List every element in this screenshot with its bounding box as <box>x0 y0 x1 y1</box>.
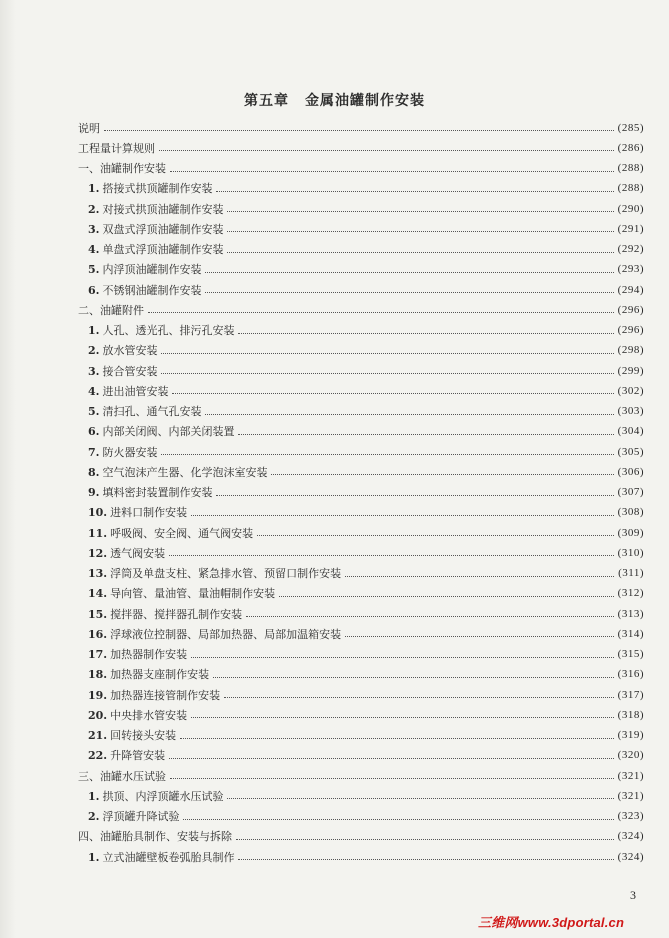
toc-entry-text: 浮顶罐升降试验 <box>102 810 180 824</box>
toc-entry-page: (290) <box>617 202 644 215</box>
toc-entry-text: 防火器安装 <box>102 445 158 459</box>
dot-leader <box>227 210 613 212</box>
toc-entry-label <box>78 224 227 235</box>
toc-entry-text: 填料密封装置制作安装 <box>102 486 213 500</box>
toc-entry-number: 10. <box>88 506 108 520</box>
toc-entry-page: (316) <box>617 668 644 681</box>
toc-entry[interactable] <box>78 766 644 786</box>
toc-entry-text: 双盘式浮顶油罐制作安装 <box>102 222 224 236</box>
toc-entry[interactable] <box>78 240 644 260</box>
dot-leader <box>345 635 614 637</box>
toc-entry[interactable] <box>78 300 644 320</box>
toc-entry-text: 回转接头安装 <box>110 729 177 743</box>
toc-entry-label <box>78 244 227 255</box>
dot-leader <box>205 291 613 293</box>
toc-entry-text: 对接式拱顶油罐制作安装 <box>102 202 224 216</box>
toc-entry-text: 内浮顶油罐制作安装 <box>102 263 202 277</box>
toc-entry-label <box>78 345 161 356</box>
toc-entry-label <box>78 264 205 275</box>
toc-entry-label <box>78 507 191 518</box>
toc-entry-label <box>78 609 246 620</box>
toc-entry-page: (313) <box>617 607 644 620</box>
toc-entry-page: (321) <box>617 769 644 782</box>
toc-entry-label <box>78 649 191 660</box>
toc-entry[interactable] <box>78 624 644 644</box>
toc-entry-text: 浮球液位控制器、局部加热器、局部加温箱安装 <box>110 627 342 641</box>
toc-entry-number: 12. <box>88 546 108 560</box>
toc-entry-page: (319) <box>617 729 644 742</box>
toc-entry-text: 内部关闭阀、内部关闭装置 <box>102 425 235 439</box>
toc-entry-text: 空气泡沫产生器、化学泡沫室安装 <box>102 465 268 479</box>
toc-entry-page: (288) <box>617 162 644 175</box>
toc-entry-label <box>78 750 169 761</box>
toc-entry-label <box>78 285 205 296</box>
toc-entry-number: 5. <box>88 405 100 419</box>
toc-entry-number: 22. <box>88 749 108 763</box>
toc-entry-number: 14. <box>88 587 108 601</box>
toc-entry-text: 中央排水管安装 <box>110 708 188 722</box>
toc-entry-text: 放水管安装 <box>102 344 158 358</box>
toc-entry-text: 接合管安装 <box>102 364 158 378</box>
toc-entry-number: 1. <box>88 324 100 338</box>
toc-entry-page: (309) <box>617 526 644 539</box>
toc-entry-label <box>78 366 161 377</box>
dot-leader <box>227 251 613 253</box>
toc-entry-number: 4. <box>88 384 100 398</box>
toc-entry-page: (324) <box>617 850 644 863</box>
toc-entry-label <box>78 771 170 782</box>
toc-entry-page: (314) <box>617 627 644 640</box>
toc-entry-number: 6. <box>88 283 100 297</box>
chapter-heading <box>0 90 669 110</box>
toc-entry[interactable] <box>78 179 644 199</box>
dot-leader <box>191 716 614 718</box>
toc-entry[interactable] <box>78 604 644 624</box>
dot-leader <box>183 818 613 820</box>
toc-entry-text: 二、油罐附件 <box>78 303 144 317</box>
toc-entry-label <box>78 831 236 842</box>
toc-entry-number: 1. <box>88 789 100 803</box>
dot-leader <box>161 352 613 354</box>
toc-entry-text: 不锈钢油罐制作安装 <box>102 283 202 297</box>
toc-entry-label <box>78 791 227 802</box>
toc-entry-text: 工程量计算规则 <box>78 141 155 155</box>
toc-entry[interactable] <box>78 462 644 482</box>
toc-entry-number: 8. <box>88 465 100 479</box>
toc-entry-text: 三、油罐水压试验 <box>78 769 166 783</box>
toc-entry[interactable] <box>78 584 644 604</box>
toc-entry-label <box>78 163 170 174</box>
page-binding-edge <box>0 0 16 938</box>
toc-entry-label <box>78 123 104 134</box>
dot-leader <box>238 858 613 860</box>
toc-entry-label <box>78 568 345 579</box>
toc-entry-page: (310) <box>617 546 644 559</box>
toc-entry-number: 1. <box>88 850 100 864</box>
toc-entry-label <box>78 406 205 417</box>
toc-entry-text: 加热器支座制作安装 <box>110 668 210 682</box>
toc-entry-page: (306) <box>617 465 644 478</box>
toc-entry-number: 2. <box>88 810 100 824</box>
toc-entry-label <box>78 528 257 539</box>
toc-entry-text: 搭接式拱顶罐制作安装 <box>102 182 213 196</box>
toc-entry-page: (294) <box>617 283 644 296</box>
toc-entry-number: 6. <box>88 425 100 439</box>
toc-entry-text: 加热器连接管制作安装 <box>110 688 221 702</box>
toc-entry-page: (317) <box>617 688 644 701</box>
toc-entry[interactable] <box>78 564 644 584</box>
toc-entry-label <box>78 669 213 680</box>
dot-leader <box>191 656 614 658</box>
toc-entry-page: (291) <box>617 222 644 235</box>
dot-leader <box>161 453 613 455</box>
toc-entry-page: (318) <box>617 708 644 721</box>
toc-entry-number: 3. <box>88 364 100 378</box>
dot-leader <box>161 372 613 374</box>
toc-entry[interactable] <box>78 341 644 361</box>
toc-entry-page: (303) <box>617 405 644 418</box>
toc-entry-text: 搅拌器、搅拌器孔制作安装 <box>110 607 243 621</box>
toc-entry[interactable] <box>78 746 644 766</box>
toc-entry-page: (299) <box>617 364 644 377</box>
toc-entry-label <box>78 811 183 822</box>
chapter-title: 金属油罐制作安装 <box>305 93 425 109</box>
toc-entry-number: 18. <box>88 668 108 682</box>
dot-leader <box>169 757 614 759</box>
dot-leader <box>246 615 614 617</box>
toc-entry-number: 16. <box>88 627 108 641</box>
toc-entry[interactable] <box>78 847 644 867</box>
dot-leader <box>205 413 613 415</box>
toc-entry-page: (296) <box>617 303 644 316</box>
watermark-logo: 三维网www.3dportal.cn <box>478 915 625 930</box>
toc-entry[interactable] <box>78 381 644 401</box>
toc-entry[interactable] <box>78 138 644 158</box>
toc-entry[interactable] <box>78 665 644 685</box>
toc-entry-page: (315) <box>617 648 644 661</box>
toc-entry-text: 进料口制作安装 <box>110 506 188 520</box>
toc-entry-number: 2. <box>88 344 100 358</box>
toc-entry-page: (312) <box>617 587 644 600</box>
dot-leader <box>180 737 614 739</box>
toc-entry-page: (298) <box>617 344 644 357</box>
toc-entry-label <box>78 325 238 336</box>
dot-leader <box>345 575 614 577</box>
toc-entry-page: (286) <box>617 141 644 154</box>
dot-leader <box>257 534 614 536</box>
toc-entry-label <box>78 852 238 863</box>
toc-entry-page: (302) <box>617 384 644 397</box>
dot-leader <box>205 271 613 273</box>
toc-entry[interactable] <box>78 422 644 442</box>
toc-entry-label <box>78 548 169 559</box>
toc-entry-page: (293) <box>617 263 644 276</box>
toc-entry[interactable] <box>78 219 644 239</box>
toc-entry-label <box>78 426 238 437</box>
toc-entry-label <box>78 467 271 478</box>
page-number: 3 <box>630 888 636 902</box>
toc-entry-text: 浮筒及单盘支柱、紧急排水管、预留口制作安装 <box>110 567 342 581</box>
toc-entry[interactable] <box>78 321 644 341</box>
toc-entry[interactable] <box>78 361 644 381</box>
toc-entry-label <box>78 690 224 701</box>
toc-entry-text: 呼吸阀、安全阀、通气阀安装 <box>110 526 254 540</box>
toc-entry[interactable] <box>78 159 644 179</box>
dot-leader <box>279 595 614 597</box>
toc-entry-page: (288) <box>617 182 644 195</box>
dot-leader <box>216 190 613 192</box>
toc-entry[interactable] <box>78 199 644 219</box>
toc-entry-label <box>78 183 216 194</box>
chapter-number: 第五章 <box>244 93 289 109</box>
dot-leader <box>159 149 614 151</box>
toc-entry[interactable] <box>78 827 644 847</box>
toc-entry-number: 15. <box>88 607 108 621</box>
toc-entry-text: 一、油罐制作安装 <box>78 162 166 176</box>
toc-entry[interactable] <box>78 786 644 806</box>
toc-entry-page: (321) <box>617 789 644 802</box>
toc-entry[interactable] <box>78 118 644 138</box>
toc-entry-text: 升降管安装 <box>110 749 166 763</box>
toc-entry-number: 13. <box>88 567 108 581</box>
toc-entry-number: 9. <box>88 486 100 500</box>
toc-entry-number: 4. <box>88 243 100 257</box>
toc-entry-number: 19. <box>88 688 108 702</box>
toc-entry-number: 11. <box>88 526 108 540</box>
toc-entry-page: (307) <box>617 486 644 499</box>
toc-entry-text: 单盘式浮顶油罐制作安装 <box>102 243 224 257</box>
toc-entry-text: 透气阀安装 <box>110 546 166 560</box>
toc-entry-text: 导向管、量油管、量油帽制作安装 <box>110 587 276 601</box>
toc-entry[interactable] <box>78 280 644 300</box>
toc-entry-page: (324) <box>617 830 644 843</box>
dot-leader <box>224 696 614 698</box>
toc-entry-text: 立式油罐壁板卷弧胎具制作 <box>102 850 235 864</box>
dot-leader <box>271 473 613 475</box>
dot-leader <box>170 170 614 172</box>
dot-leader <box>216 494 613 496</box>
toc-entry-label <box>78 588 279 599</box>
toc-entry[interactable] <box>78 523 644 543</box>
toc-entry[interactable] <box>78 543 644 563</box>
toc-entry-text: 四、油罐胎具制作、安装与拆除 <box>78 830 232 844</box>
dot-leader <box>170 777 614 779</box>
toc-entry-text: 加热器制作安装 <box>110 648 188 662</box>
toc-entry[interactable] <box>78 645 644 665</box>
toc-entry-label <box>78 487 216 498</box>
dot-leader <box>169 554 614 556</box>
toc-entry-number: 20. <box>88 708 108 722</box>
toc-entry-label <box>78 204 227 215</box>
toc-entry-page: (305) <box>617 445 644 458</box>
toc-entry-page: (320) <box>617 749 644 762</box>
toc-entry-number: 2. <box>88 202 100 216</box>
toc-entry-text: 人孔、透光孔、排污孔安装 <box>102 324 235 338</box>
toc-entry-number: 21. <box>88 729 108 743</box>
dot-leader <box>172 392 613 394</box>
toc-entry[interactable] <box>78 726 644 746</box>
toc-entry-number: 5. <box>88 263 100 277</box>
toc-entry-page: (311) <box>618 567 644 580</box>
toc-entry-label <box>78 386 172 397</box>
toc-entry[interactable] <box>78 483 644 503</box>
toc-entry-label <box>78 730 180 741</box>
toc-entry-text: 进出油管安装 <box>102 384 169 398</box>
dot-leader <box>236 838 614 840</box>
toc-entry[interactable] <box>78 503 644 523</box>
toc-entry[interactable] <box>78 685 644 705</box>
toc-entry-page: (308) <box>617 506 644 519</box>
toc-entry-number: 3. <box>88 222 100 236</box>
toc-entry-text: 清扫孔、通气孔安装 <box>102 405 202 419</box>
dot-leader <box>238 332 613 334</box>
toc-entry-label <box>78 143 159 154</box>
dot-leader <box>238 433 613 435</box>
dot-leader <box>148 311 614 313</box>
dot-leader <box>227 230 613 232</box>
dot-leader <box>213 676 614 678</box>
toc-entry[interactable] <box>78 807 644 827</box>
toc-entry-page: (292) <box>617 243 644 256</box>
toc-entry-number: 7. <box>88 445 100 459</box>
toc-entry-page: (304) <box>617 425 644 438</box>
toc-entry-label <box>78 447 161 458</box>
toc-entry-text: 拱顶、内浮顶罐水压试验 <box>102 789 224 803</box>
toc-entry-number: 17. <box>88 648 108 662</box>
toc-entry[interactable] <box>78 260 644 280</box>
dot-leader <box>227 797 613 799</box>
table-of-contents <box>78 118 644 867</box>
toc-entry-page: (323) <box>617 810 644 823</box>
dot-leader <box>191 514 614 516</box>
toc-entry-label <box>78 629 345 640</box>
toc-entry[interactable] <box>78 402 644 422</box>
toc-entry-label <box>78 305 148 316</box>
toc-entry[interactable] <box>78 442 644 462</box>
toc-entry-page: (285) <box>617 121 644 134</box>
toc-entry-label <box>78 710 191 721</box>
toc-entry[interactable] <box>78 705 644 725</box>
toc-entry-number: 1. <box>88 182 100 196</box>
toc-entry-page: (296) <box>617 324 644 337</box>
dot-leader <box>104 129 614 131</box>
toc-entry-text: 说明 <box>78 121 100 135</box>
